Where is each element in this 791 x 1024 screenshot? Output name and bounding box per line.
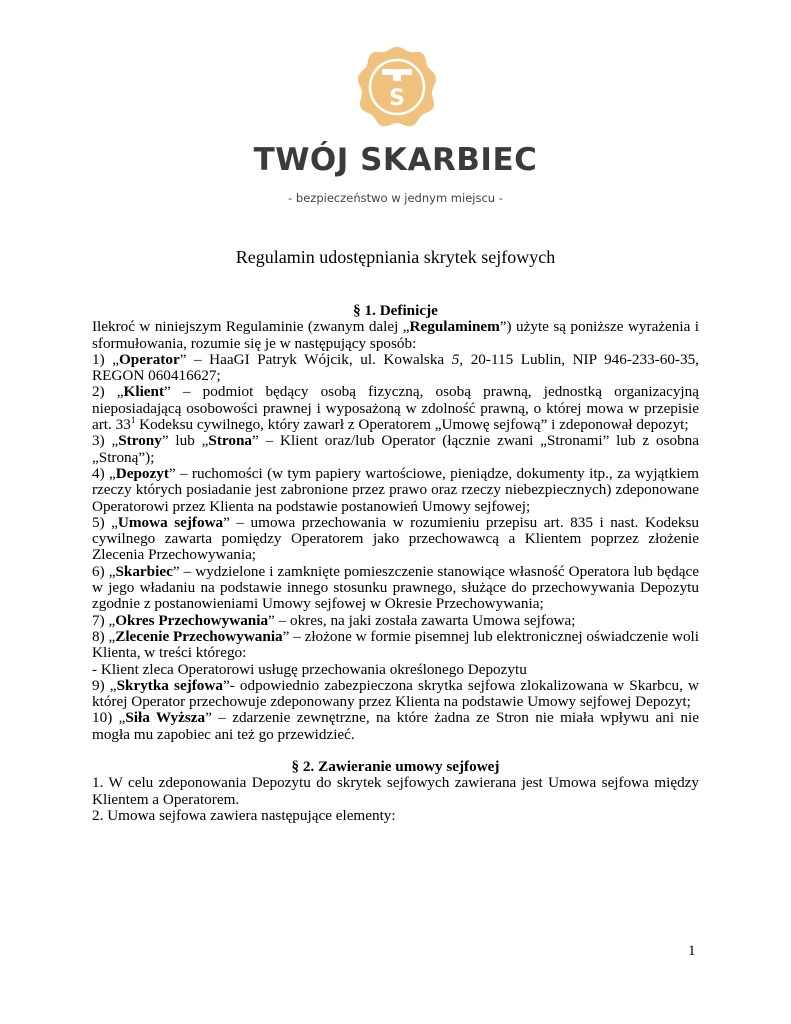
- text: 9) „: [92, 676, 117, 694]
- text: ”) użyte są poniższe wyrażenia i sformułowania, rozumie się je w następujący sposób:: [92, 318, 699, 352]
- superscript: 1: [130, 415, 136, 426]
- document-body: [92, 303, 699, 824]
- definition-zlecenie: [92, 629, 699, 662]
- term: Skrytka sejfowa: [116, 676, 223, 694]
- definition-zlecenie-sub: - Klient zleca Operatorowi usługę przechowania określonego Depozytu: [92, 660, 527, 678]
- term: Okres Przechowywania: [115, 611, 269, 629]
- definition-okres: [92, 613, 699, 629]
- term: Skarbiec: [115, 562, 173, 580]
- text: 3) „: [92, 432, 119, 450]
- term: Strona: [208, 432, 253, 450]
- definition-sila-wyzsza: [92, 710, 699, 743]
- text: ” – wydzielone i zamknięte pomieszczenie stanowiące własność Operatora lub będące w jego władaniu na podstawie innego stosunku prawnego, służące do przechowywania Depozytu zgodnie z postanowieniami Umowy sejfowej w Okresie Przechowywania;: [92, 562, 699, 613]
- brand-tagline: - bezpieczeństwo w jednym miejscu -: [288, 191, 503, 205]
- term: Operator: [118, 350, 180, 368]
- text: ” lub „: [161, 432, 209, 450]
- text: ” – zdarzenie zewnętrzne, na które żadna ze Stron nie miała wpływu ani nie mogła mu zapobiec ani też go przewidzieć.: [92, 709, 699, 743]
- document-title: Regulamin udostępniania skrytek sejfowych: [235, 247, 556, 267]
- text: 1) „: [92, 350, 119, 368]
- text: ” – podmiot będący osobą fizyczną, osobą prawną, jednostką organizacyjną nieposiadającą osobowości prawnej i wyposażoną w zdolność prawną, o której mowa w przepisie art. 33: [92, 383, 699, 434]
- text: ” – okres, na jaki została zawarta Umowa sejfowa;: [268, 611, 576, 629]
- text: 6) „: [92, 562, 116, 580]
- text: 5,: [451, 350, 464, 368]
- text: ” – Klient oraz/lub Operator (łącznie zwani „Stronami” lub z osobna „Stroną”);: [92, 432, 700, 466]
- brand-logo-icon: [355, 45, 439, 129]
- text: Ilekroć w niniejszym Regulaminie (zwanym dalej „: [92, 318, 410, 336]
- text: 10) „: [92, 709, 126, 727]
- page-number: 1: [688, 943, 696, 959]
- text: 2) „: [92, 383, 124, 401]
- definition-skrytka: [92, 678, 699, 711]
- term: Zlecenie Przechowywania: [115, 627, 283, 645]
- section-heading: § 2. Zawieranie umowy sejfowej: [291, 758, 500, 776]
- text: 7) „: [92, 611, 116, 629]
- text: ” – złożone w formie pisemnej lub elektronicznej oświadczenie woli Klienta, w treści którego:: [92, 627, 699, 662]
- text: ” – umowa przechowania w rozumieniu przepisu art. 835 i nast. Kodeksu cywilnego zawarta pomiędzy Operatorem jako przechowawcą a Klientem poprzez złożenie Zlecenia Przechowywania;: [92, 513, 699, 564]
- term: Strony: [118, 432, 162, 450]
- term: Siła Wyższa: [125, 709, 206, 727]
- paragraph: 1. W celu zdeponowania Depozytu do skrytek sejfowych zawierana jest Umowa sejfowa między Klientem a Operatorem.: [92, 774, 699, 808]
- paragraph-intro: [92, 319, 699, 352]
- definition-depozyt: [92, 466, 699, 515]
- definition-strony: [92, 433, 699, 466]
- definition-klient: [92, 384, 699, 433]
- term: Umowa sejfowa: [117, 513, 224, 531]
- definition-operator: [92, 352, 699, 385]
- text: ” – ruchomości (w tym papiery wartościowe, pieniądze, dokumenty itp., za wyjątkiem rzeczy których posiadanie jest zabronione przez prawo oraz rzeczy niebezpiecznych) zdeponowane Operatorowi przez Klienta na podstawie postanowień Umowy sejfowej;: [92, 464, 699, 515]
- term: Klient: [123, 383, 165, 401]
- text: ”- odpowiednio zabezpieczona skrytka sejfowa zlokalizowana w Skarbcu, w której Operator przechowuje zdeponowany przez Klienta na podstawie Umowy sejfowej Depozyt;: [92, 676, 699, 711]
- text: 5) „: [92, 513, 118, 531]
- paragraph: 2. Umowa sejfowa zawiera następujące elementy:: [92, 806, 396, 824]
- definition-umowa-sejfowa: [92, 515, 699, 564]
- text: Kodeksu cywilnego, który zawarł z Operatorem „Umowę sejfową” i zdeponował depozyt;: [135, 416, 689, 434]
- section-heading: § 1. Definicje: [353, 302, 438, 319]
- brand-name: TWÓJ SKARBIEC: [253, 142, 538, 178]
- text: ” – HaaGI Patryk Wójcik, ul. Kowalska: [179, 350, 452, 368]
- svg-text:S: S: [389, 86, 405, 111]
- term: Depozyt: [115, 464, 169, 482]
- text: 8) „: [92, 627, 116, 645]
- term: Regulaminem: [409, 318, 500, 336]
- text: 4) „: [92, 464, 116, 482]
- text: 20-115 Lublin, NIP 946-233-60-35, REGON 060416627;: [92, 350, 699, 385]
- definition-skarbiec: [92, 564, 699, 613]
